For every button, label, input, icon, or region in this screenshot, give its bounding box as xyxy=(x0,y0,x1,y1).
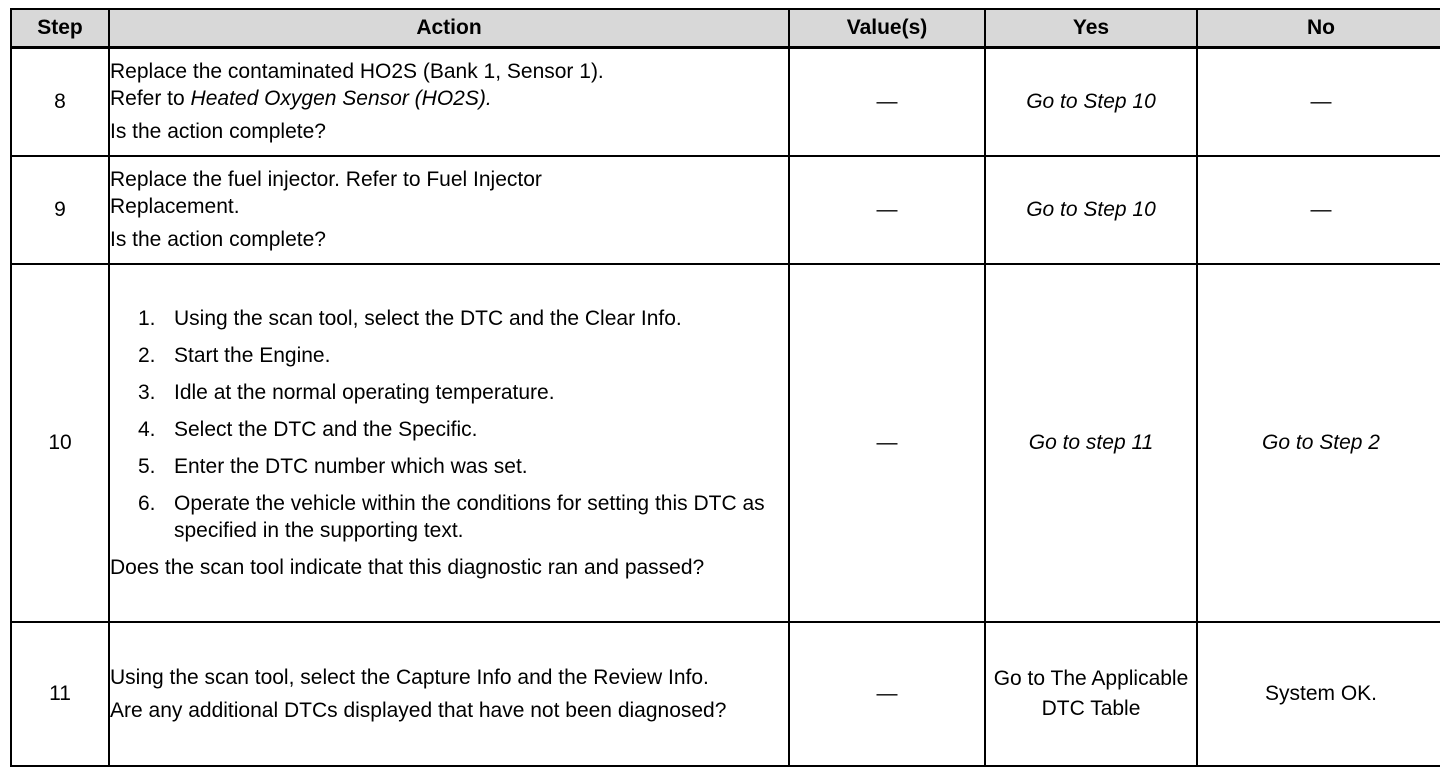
yes-cell: Go to Step 10 xyxy=(985,156,1197,264)
table-row-step-8 xyxy=(11,48,1440,156)
action-refer xyxy=(110,85,788,112)
yes-cell: Go to Step 10 xyxy=(985,48,1197,156)
list-text: Enter the DTC number which was set. xyxy=(174,454,528,478)
list-number: 5. xyxy=(138,454,156,478)
table-row-step-10 xyxy=(11,264,1440,622)
value-cell: — xyxy=(789,48,985,156)
no-cell: System OK. xyxy=(1197,622,1440,766)
list-text: Select the DTC and the Specific. xyxy=(174,417,478,441)
step-number: 10 xyxy=(11,264,109,622)
step-number: 8 xyxy=(11,48,109,156)
list-item xyxy=(138,342,788,369)
list-text: Using the scan tool, select the DTC and the Clear Info. xyxy=(174,306,682,330)
action-cell xyxy=(109,48,789,156)
action-question: Are any additional DTCs displayed that have not been diagnosed? xyxy=(110,698,727,722)
action-text-cont: Replacement. xyxy=(110,195,240,218)
diagnostic-table xyxy=(10,8,1440,767)
action-cell xyxy=(109,156,789,264)
action-cell xyxy=(109,622,789,766)
list-item xyxy=(138,490,788,544)
list-item xyxy=(138,305,788,332)
list-item xyxy=(138,379,788,406)
yes-cell: Go to step 11 xyxy=(985,264,1197,622)
procedure-list xyxy=(110,305,788,544)
value-cell: — xyxy=(789,264,985,622)
header-step: Step xyxy=(11,9,109,48)
list-item xyxy=(138,416,788,443)
list-text: Start the Engine. xyxy=(174,343,331,367)
refer-prefix: Refer to xyxy=(110,87,191,111)
value-cell: — xyxy=(789,156,985,264)
list-text: Idle at the normal operating temperature. xyxy=(174,380,555,404)
header-values: Value(s) xyxy=(789,9,985,48)
header-row xyxy=(11,9,1440,48)
list-number: 3. xyxy=(138,380,156,404)
action-question: Does the scan tool indicate that this diagnostic ran and passed? xyxy=(110,555,705,579)
no-cell: — xyxy=(1197,156,1440,264)
list-number: 1. xyxy=(138,306,156,330)
action-question: Is the action complete? xyxy=(110,228,326,251)
list-text: Operate the vehicle within the conditions for setting this DTC as specified in the supporting text. xyxy=(174,491,765,542)
table-row-step-9 xyxy=(11,156,1440,264)
step-number: 11 xyxy=(11,622,109,766)
step-number: 9 xyxy=(11,156,109,264)
action-cell xyxy=(109,264,789,622)
no-cell: — xyxy=(1197,48,1440,156)
value-cell: — xyxy=(789,622,985,766)
no-cell: Go to Step 2 xyxy=(1197,264,1440,622)
list-number: 4. xyxy=(138,417,156,441)
action-text: Replace the contaminated HO2S (Bank 1, Sensor 1). xyxy=(110,60,604,84)
header-yes: Yes xyxy=(985,9,1197,48)
list-number: 6. xyxy=(138,491,156,515)
header-action: Action xyxy=(109,9,789,48)
action-text: Using the scan tool, select the Capture Info and the Review Info. xyxy=(110,665,709,689)
table-row-step-11 xyxy=(11,622,1440,766)
action-question: Is the action complete? xyxy=(110,120,326,144)
refer-link: Heated Oxygen Sensor (HO2S). xyxy=(190,87,492,111)
yes-cell: Go to The Applicable DTC Table xyxy=(985,622,1197,766)
header-no: No xyxy=(1197,9,1440,48)
action-text: Replace the fuel injector. Refer to Fuel Injector xyxy=(110,168,542,191)
list-number: 2. xyxy=(138,343,156,367)
list-item xyxy=(138,453,788,480)
